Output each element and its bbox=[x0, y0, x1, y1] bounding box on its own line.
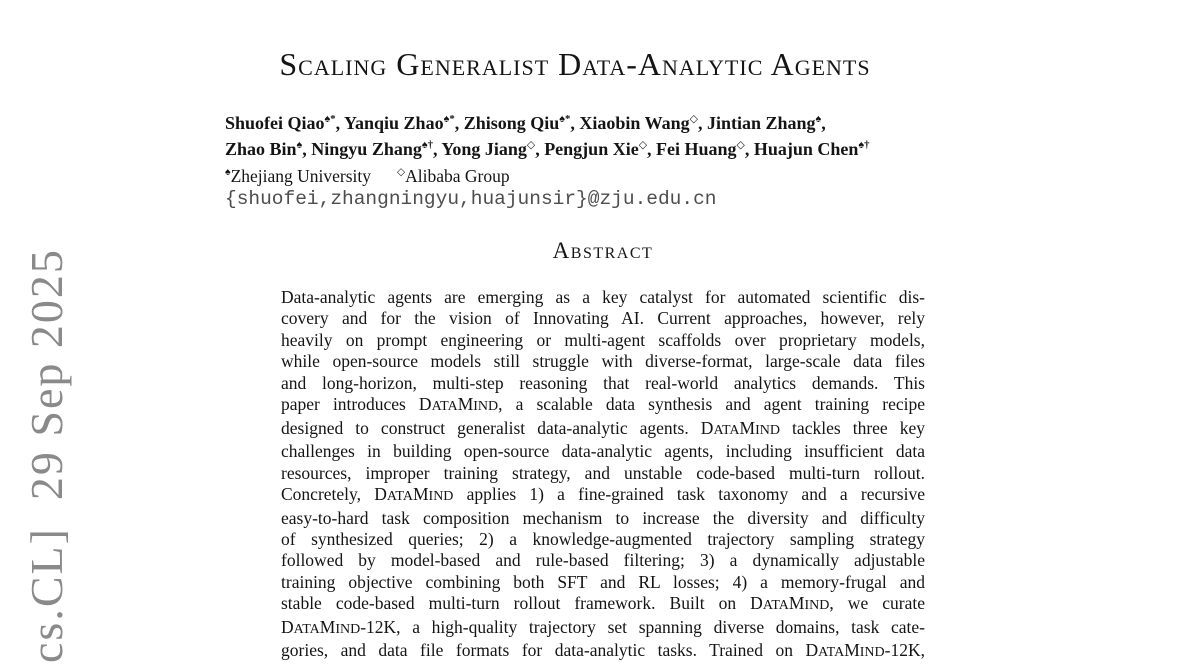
abstract-line: designed to construct generalist data-analytic agents. DATAMIND tackles three key bbox=[281, 417, 926, 438]
abstract-body bbox=[281, 287, 925, 664]
abstract-line: followed by model-based and rule-based filtering; 3) a dynamically adjustable bbox=[281, 550, 925, 571]
abstract-heading: Abstract bbox=[552, 238, 654, 263]
author-line-2: Zhao Bin♠, Ningyu Zhang♠†, Yong Jiang◇, Pengjun Xie◇, Fei Huang◇, Huajun Chen♠† bbox=[225, 139, 870, 159]
author-line-1: Shuofei Qiao♠*, Yanqiu Zhao♠*, Zhisong Qiu♠*, Xiaobin Wang◇, Jintian Zhang♠, bbox=[225, 113, 826, 133]
author-name: Pengjun Xie bbox=[544, 139, 639, 159]
abstract-line: of synthesized queries; 2) a knowledge-augmented trajectory sampling strategy bbox=[281, 528, 925, 549]
author-name: Zhao Bin bbox=[225, 139, 297, 159]
affiliation-item: ◇Alibaba Group bbox=[397, 166, 510, 186]
abstract-line: heavily on prompt engineering or multi-agent scaffolds over proprietary models, bbox=[281, 329, 925, 350]
author-name: Xiaobin Wang bbox=[579, 113, 690, 133]
author-affiliation-mark: ♠* bbox=[324, 113, 336, 125]
arxiv-watermark: cs.CL] 29 Sep 2025 bbox=[21, 248, 72, 663]
affiliation-item: ♠Zhejiang University bbox=[225, 166, 372, 186]
abstract-line: easy-to-hard task composition mechanism to increase the diversity and difficulty bbox=[281, 507, 925, 528]
author-block bbox=[225, 110, 970, 162]
author-name: Jintian Zhang bbox=[706, 113, 816, 133]
author-affiliation-mark: ♠* bbox=[559, 113, 571, 125]
author-affiliation-mark: ◇ bbox=[736, 139, 745, 151]
abstract-line: and long-horizon, multi-step reasoning that real-world analytics demands. This bbox=[281, 372, 925, 393]
author-affiliation-mark: ◇ bbox=[638, 139, 647, 151]
affiliation-mark: ◇ bbox=[397, 167, 406, 179]
abstract-line: Data-analytic agents are emerging as a key catalyst for automated scientific dis- bbox=[281, 287, 925, 307]
author-affiliation-mark: ◇ bbox=[689, 113, 698, 125]
author-name: Yanqiu Zhao bbox=[344, 113, 444, 133]
author-affiliation-mark: ♠† bbox=[421, 139, 433, 151]
contact-email: {shuofei,zhangningyu,huajunsir}@zju.edu.cn bbox=[225, 188, 717, 210]
author-affiliation-mark: ♠* bbox=[443, 113, 455, 125]
author-name: Shuofei Qiao bbox=[225, 113, 325, 133]
abstract-line: training objective combining both SFT and RL losses; 4) a memory-frugal and bbox=[281, 571, 925, 592]
author-affiliation-mark: ♠ bbox=[296, 139, 303, 151]
abstract-line: stable code-based multi-turn rollout framework. Built on DATAMIND, we curate bbox=[281, 593, 925, 614]
affiliation-mark: ♠ bbox=[225, 167, 231, 179]
abstract-line: Concretely, DATAMIND applies 1) a fine-grained task taxonomy and a recursive bbox=[281, 484, 925, 505]
author-name: Ningyu Zhang bbox=[311, 139, 422, 159]
abstract-line: challenges in building open-source data-analytic agents, including insufficient data bbox=[281, 441, 925, 462]
abstract-line: resources, improper training strategy, and unstable code-based multi-turn rollout. bbox=[281, 462, 925, 483]
abstract-line: covery and for the vision of Innovating AI. Current approaches, however, rely bbox=[281, 308, 925, 329]
abstract-line: while open-source models still struggle with diverse-format, large-scale data files bbox=[281, 351, 925, 372]
author-name: Huajun Chen bbox=[753, 139, 859, 159]
author-affiliation-mark: ♠† bbox=[858, 139, 870, 151]
author-name: Zhisong Qiu bbox=[463, 113, 560, 133]
abstract-line: paper introduces DATAMIND, a scalable data synthesis and agent training recipe bbox=[281, 394, 925, 415]
author-name: Fei Huang bbox=[656, 139, 737, 159]
author-affiliation-mark: ◇ bbox=[526, 139, 536, 151]
paper-title: Scaling Generalist Data-Analytic Agents bbox=[279, 46, 871, 82]
abstract-line: gories, and data file formats for data-analytic tasks. Trained on DATAMIND-12K, bbox=[281, 640, 925, 661]
author-name: Yong Jiang bbox=[441, 139, 527, 159]
affiliation-line bbox=[225, 166, 536, 187]
author-affiliation-mark: ♠ bbox=[815, 113, 822, 125]
abstract-line: DATAMIND-12K, a high-quality trajectory set spanning diverse domains, task cate- bbox=[281, 616, 925, 637]
